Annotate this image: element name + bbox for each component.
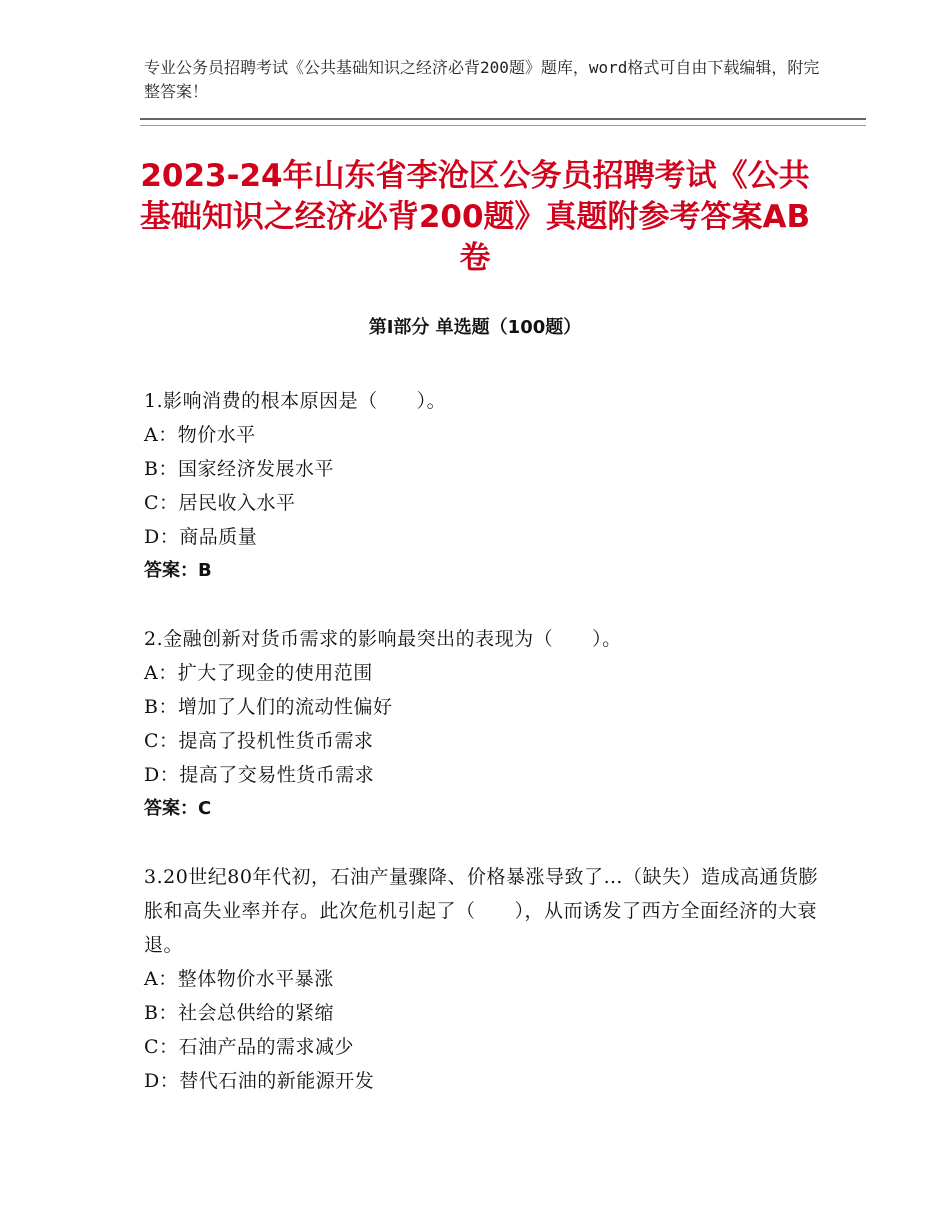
option-d: D：商品质量	[144, 526, 258, 548]
option-b: B：国家经济发展水平	[144, 458, 334, 480]
option-c: C：居民收入水平	[144, 492, 296, 514]
question-2	[144, 622, 824, 826]
question-stem: 1.影响消费的根本原因是（ ）。	[144, 390, 447, 412]
option-a: A：物价水平	[144, 424, 256, 446]
header-note: 专业公务员招聘考试《公共基础知识之经济必背200题》题库，word格式可自由下载编辑，附完整答案！	[144, 58, 820, 101]
option-d: D：提高了交易性货币需求	[144, 764, 375, 786]
option-a: A：扩大了现金的使用范围	[144, 662, 373, 684]
document-title: 2023-24年山东省李沧区公务员招聘考试《公共基础知识之经济必背200题》真题附参考答案AB卷	[139, 158, 811, 276]
option-c: C：提高了投机性货币需求	[144, 730, 374, 752]
option-a: A：整体物价水平暴涨	[144, 968, 334, 990]
answer-line: 答案：C	[144, 798, 212, 819]
question-stem: 2.金融创新对货币需求的影响最突出的表现为（ ）。	[144, 628, 622, 650]
question-1	[144, 384, 824, 588]
question-stem: 3.20世纪80年代初，石油产量骤降、价格暴涨导致了…（缺失）造成高通货膨胀和高失业率并存。此次危机引起了（ ），从而诱发了西方全面经济的大衰退。	[144, 866, 818, 956]
question-list	[144, 384, 824, 1098]
option-b: B：增加了人们的流动性偏好	[144, 696, 393, 718]
answer-line: 答案：B	[144, 560, 212, 581]
option-b: B：社会总供给的紧缩	[144, 1002, 334, 1024]
option-d: D：替代石油的新能源开发	[144, 1070, 375, 1092]
question-3	[144, 860, 824, 1098]
header-divider	[140, 118, 866, 126]
section-title: 第Ⅰ部分 单选题（100题）	[368, 317, 582, 338]
option-c: C：石油产品的需求减少	[144, 1036, 355, 1058]
